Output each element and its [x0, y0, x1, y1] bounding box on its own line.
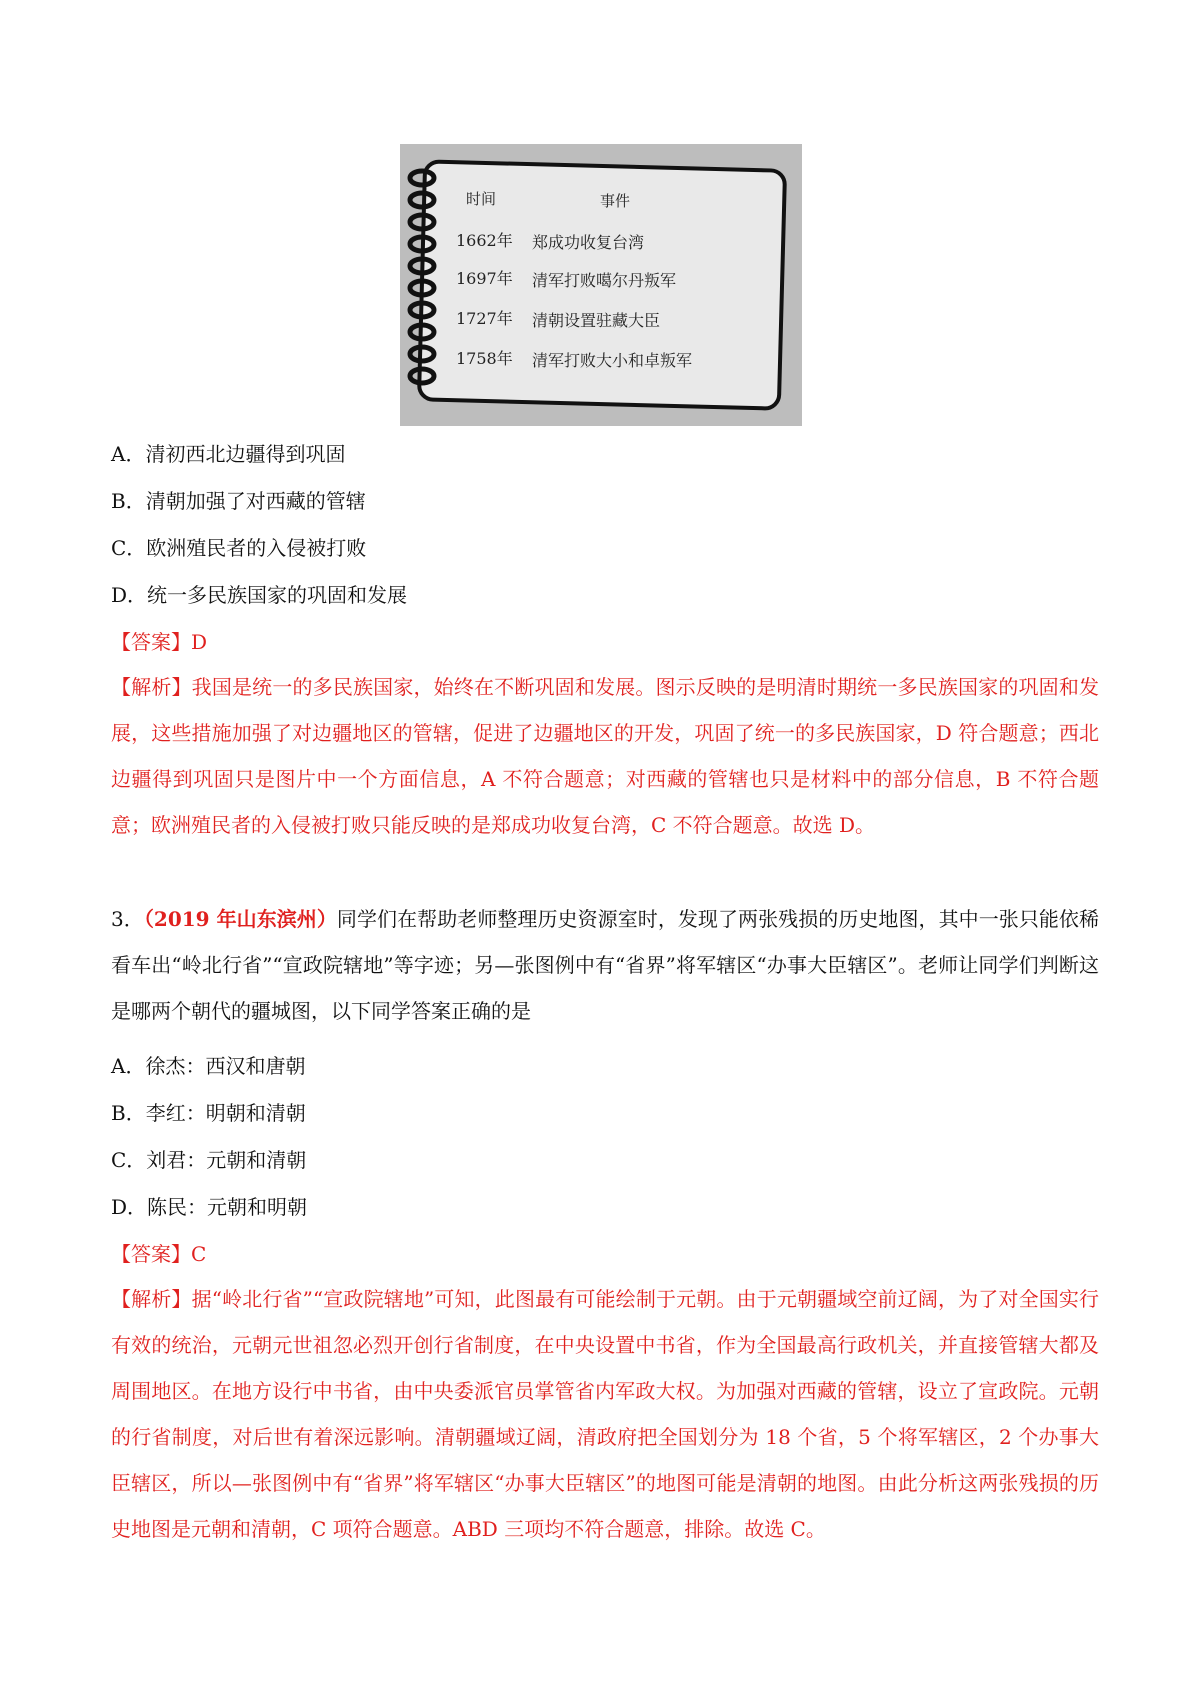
row-event: 清朝设置驻藏大臣: [532, 311, 661, 330]
answer-label: 【答案】: [111, 1242, 191, 1266]
q3-option-d: D．陈民：元朝和明朝: [111, 1195, 308, 1219]
analysis-label: 【解析】: [111, 675, 192, 699]
header-time: 时间: [466, 190, 497, 208]
answer-value: C: [191, 1242, 207, 1266]
row-event: 郑成功收复台湾: [532, 233, 645, 252]
row-event: 清军打败大小和卓叛军: [532, 351, 693, 370]
q2-analysis: [111, 664, 1099, 848]
row-year: 1697年: [456, 269, 513, 288]
analysis-label: 【解析】: [111, 1287, 192, 1311]
row-event: 清军打败噶尔丹叛军: [532, 271, 677, 290]
q3-option-a: A．徐杰：西汉和唐朝: [111, 1054, 306, 1078]
question-source: （2019 年山东滨州）: [143, 907, 337, 931]
row-year: 1758年: [456, 349, 513, 368]
q2-option-a: A．清初西北边疆得到巩固: [111, 442, 346, 466]
header-event: 事件: [600, 192, 631, 210]
q3-option-c: C．刘君：元朝和清朝: [111, 1148, 307, 1172]
q3-stem: [111, 896, 1099, 1034]
analysis-text: 据“岭北行省”“宣政院辖地”可知，此图最有可能绘制于元朝。由于元朝疆域空前辽阔，为了对全国实行有效的统治，元朝元世祖忽必烈开创行省制度，在中央设置中书省，作为全国最高行政机关，并直接管辖大都及周围地区。在地方设行中书省，由中央委派官员掌管省内军政大权。为加强对西藏的管辖，设立了宣政院。元朝的行省制度，对后世有着深远影响。清朝疆域辽阔，清政府把全国划分为 18 个省，5 个将军辖区，2 个办事大臣辖区，所以—张图例中有“省界”将军辖区“办事大臣辖区”的地图可能是清朝的地图。由此分析这两张残损的历史地图是元朝和清朝，C 项符合题意。ABD 三项均不符合题意，排除。故选 C。: [111, 1287, 1100, 1541]
row-year: 1662年: [456, 231, 513, 250]
answer-value: D: [191, 630, 208, 654]
question-text: 同学们在帮助老师整理历史资源室时，发现了两张残损的历史地图，其中一张只能依稀看车出“岭北行省”“宣政院辖地”等字迹；另—张图例中有“省界”将军辖区“办事大臣辖区”。老师让同学们判断这是哪两个朝代的疆城图，以下同学答案正确的是: [111, 907, 1099, 1023]
q2-answer: [111, 628, 1101, 656]
question-number: 3．: [111, 907, 144, 931]
answer-label: 【答案】: [111, 630, 191, 654]
row-year: 1727年: [456, 309, 513, 328]
notebook-image: [400, 144, 802, 426]
q2-option-d: D．统一多民族国家的巩固和发展: [111, 583, 408, 607]
q3-option-b: B．李红：明朝和清朝: [111, 1101, 306, 1125]
notebook-figure: [400, 144, 802, 426]
analysis-text: 我国是统一的多民族国家，始终在不断巩固和发展。图示反映的是明清时期统一多民族国家的巩固和发展，这些措施加强了对边疆地区的管辖，促进了边疆地区的开发，巩固了统一的多民族国家，D 符合题意；西北边疆得到巩固只是图片中一个方面信息，A 不符合题意；对西藏的管辖也只是材料中的部分信息，B 不符合题意；欧洲殖民者的入侵被打败只能反映的是郑成功收复台湾，C 不符合题意。故选 D。: [111, 675, 1100, 837]
q3-analysis: [111, 1276, 1099, 1552]
q2-option-b: B．清朝加强了对西藏的管辖: [111, 489, 366, 513]
q2-option-c: C．欧洲殖民者的入侵被打败: [111, 536, 367, 560]
q3-answer: [111, 1240, 1101, 1268]
